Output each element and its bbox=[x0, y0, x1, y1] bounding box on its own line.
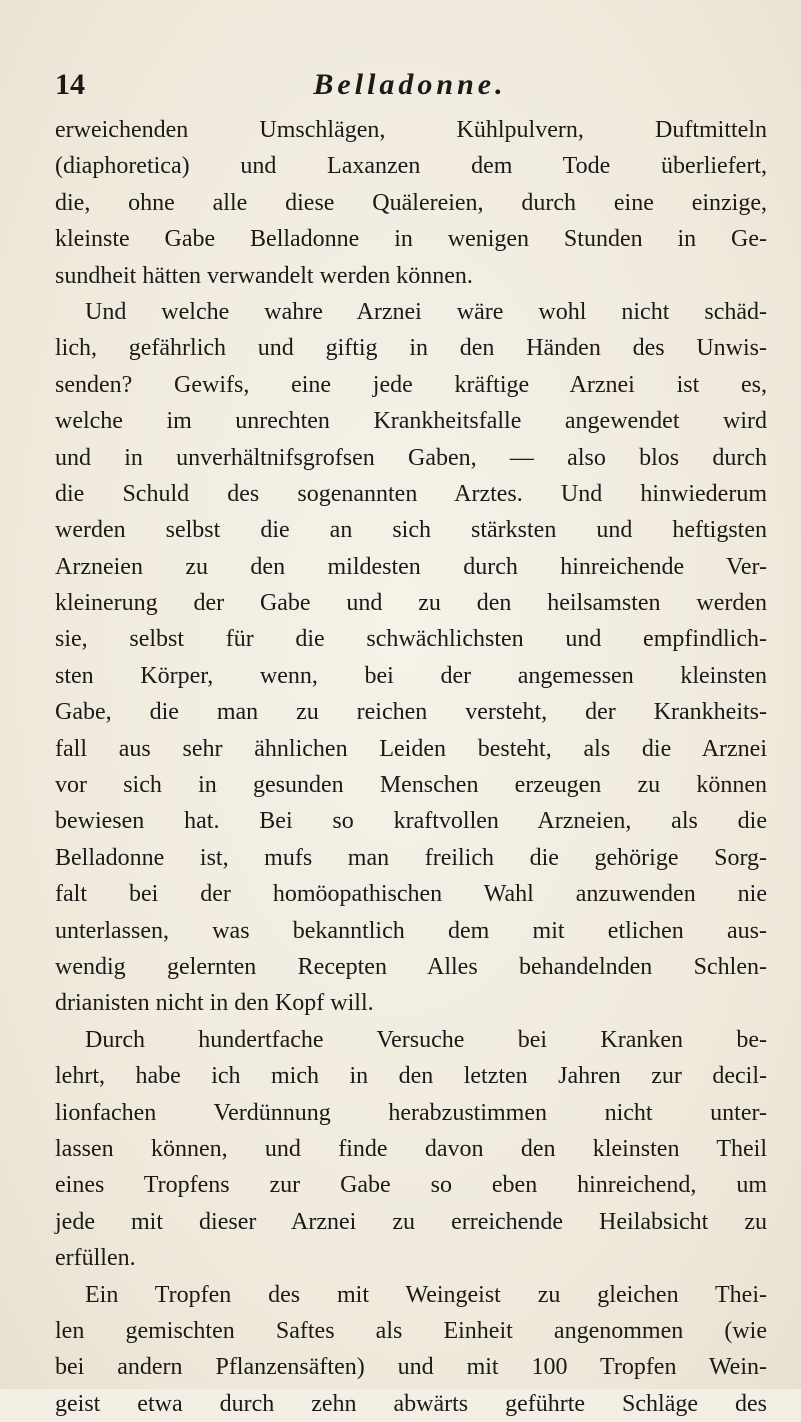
text-line: drianisten nicht in den Kopf will. bbox=[55, 990, 374, 1017]
text-line: erweichenden Umschlägen, Kühlpulvern, Duftmitteln bbox=[55, 117, 767, 143]
text-line: Arzneien zu den mildesten durch hinreichende Ver- bbox=[55, 553, 767, 580]
text-line: werden selbst die an sich stärksten und heftigsten bbox=[55, 517, 767, 544]
text-line: lionfachen Verdünnung herabzustimmen nicht unter- bbox=[55, 1099, 767, 1126]
text-line: Gabe, die man zu reichen versteht, der Krankheits- bbox=[55, 699, 767, 726]
text-line: falt bei der homöopathischen Wahl anzuwenden nie bbox=[55, 881, 767, 908]
text-line: sten Körper, wenn, bei der angemessen kleinsten bbox=[55, 662, 767, 689]
text-line: die Schuld des sogenannten Arztes. Und hinwiederum bbox=[55, 480, 767, 507]
text-line: bei andern Pflanzensäften) und mit 100 Tropfen Wein- bbox=[55, 1354, 767, 1381]
text-line: die, ohne alle diese Quälereien, durch eine einzige, bbox=[55, 189, 767, 216]
text-line: len gemischten Saftes als Einheit angenommen (wie bbox=[55, 1317, 767, 1344]
text-line: fall aus sehr ähnlichen Leiden besteht, als die Arznei bbox=[55, 735, 767, 762]
page-number: 14 bbox=[55, 68, 85, 101]
text-line: welche im unrechten Krankheitsfalle angewendet wird bbox=[55, 408, 767, 435]
text-line: lehrt, habe ich mich in den letzten Jahren zur decil- bbox=[55, 1063, 767, 1090]
text-line: senden? Gewifs, eine jede kräftige Arznei ist es, bbox=[55, 371, 767, 398]
text-line: erfüllen. bbox=[55, 1245, 136, 1272]
text-line: bewiesen hat. Bei so kraftvollen Arzneien, als die bbox=[55, 808, 767, 835]
text-line: wendig gelernten Recepten Alles behandelnden Schlen- bbox=[55, 953, 767, 980]
text-line: lassen können, und finde davon den kleinsten Theil bbox=[55, 1135, 767, 1162]
text-line: geist etwa durch zehn abwärts geführte Schläge des bbox=[55, 1390, 767, 1417]
text-line: Ein Tropfen des mit Weingeist zu gleichen Thei- bbox=[85, 1281, 767, 1308]
text-line: und in unverhältnifsgrofsen Gaben, — also blos durch bbox=[55, 444, 767, 471]
text-line: (diaphoretica) und Laxanzen dem Tode überliefert, bbox=[55, 153, 767, 180]
text-line: sundheit hätten verwandelt werden können. bbox=[55, 262, 473, 289]
text-line: kleinste Gabe Belladonne in wenigen Stunden in Ge- bbox=[55, 226, 767, 253]
page-header bbox=[55, 68, 765, 108]
text-line: unterlassen, was bekanntlich dem mit etlichen aus- bbox=[55, 917, 767, 944]
text-line: Belladonne ist, mufs man freilich die gehörige Sorg- bbox=[55, 844, 767, 871]
text-line: lich, gefährlich und giftig in den Händen des Unwis- bbox=[55, 335, 767, 362]
text-line: Und welche wahre Arznei wäre wohl nicht schäd- bbox=[85, 298, 767, 325]
text-line: eines Tropfens zur Gabe so eben hinreichend, um bbox=[55, 1172, 767, 1199]
text-line: jede mit dieser Arznei zu erreichende Heilabsicht zu bbox=[55, 1208, 767, 1235]
body-text bbox=[55, 112, 767, 1422]
text-line: Durch hundertfache Versuche bei Kranken be- bbox=[85, 1026, 767, 1053]
running-title: Belladonne. bbox=[313, 68, 507, 101]
text-line: vor sich in gesunden Menschen erzeugen zu können bbox=[55, 772, 767, 799]
text-line: sie, selbst für die schwächlichsten und empfindlich- bbox=[55, 626, 767, 653]
text-line: kleinerung der Gabe und zu den heilsamsten werden bbox=[55, 590, 767, 617]
